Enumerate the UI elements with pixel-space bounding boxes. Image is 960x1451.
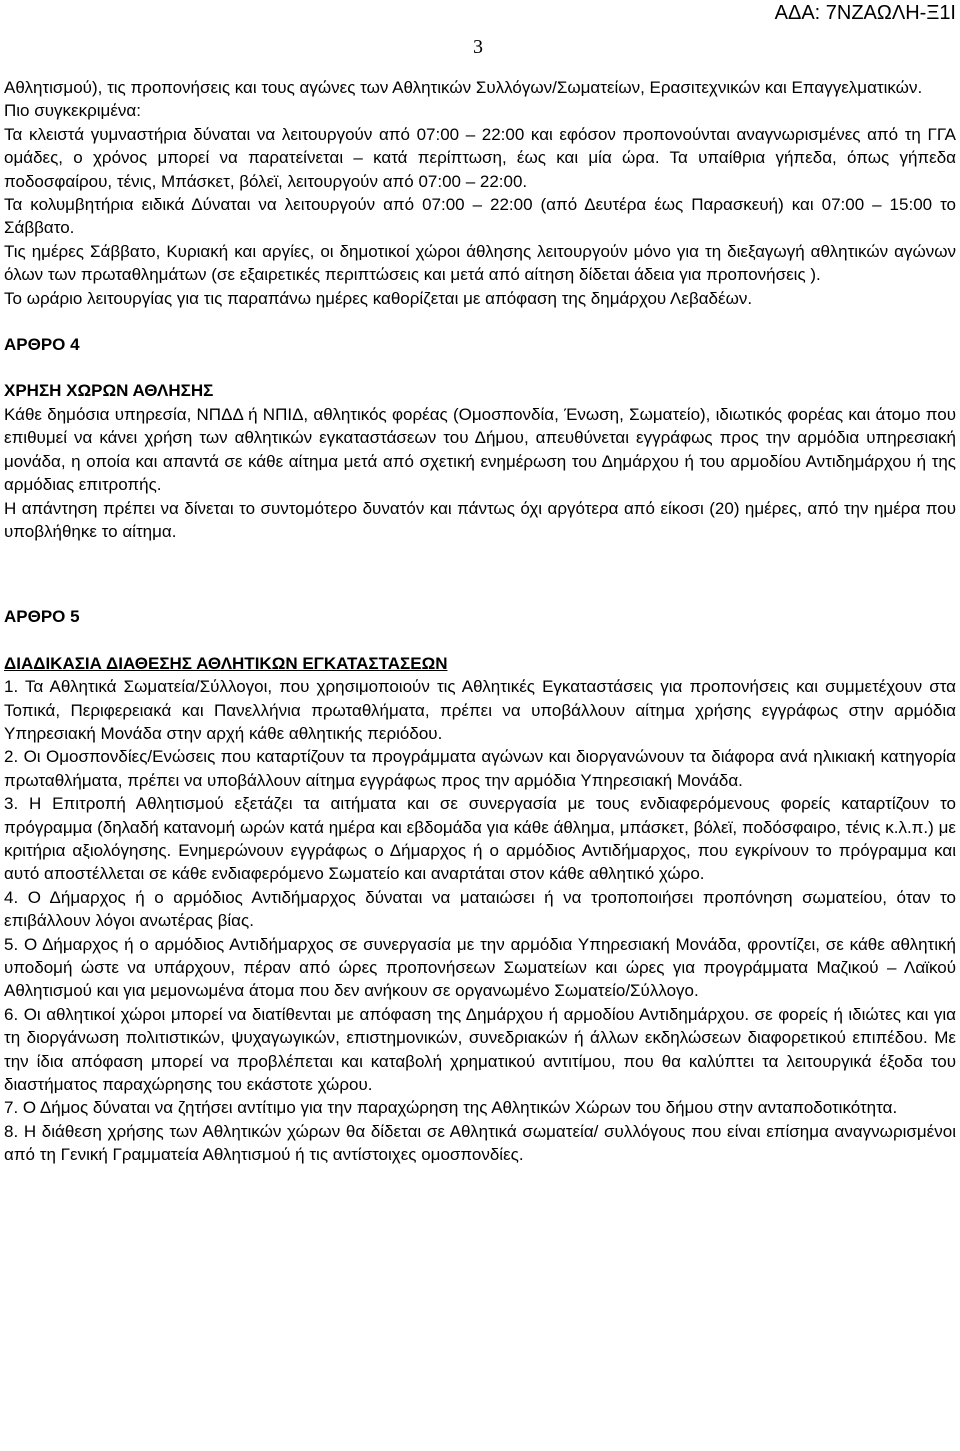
paragraph: Το ωράριο λειτουργίας για τις παραπάνω ημέρες καθορίζεται με απόφαση της δημάρχου Λεβαδέων. xyxy=(4,288,753,308)
ada-code: ΑΔΑ: 7ΝΖΑΩΛΗ-Ξ1Ι xyxy=(774,2,956,24)
list-item: 8. Η διάθεση χρήσης των Αθλητικών χώρων θα δίδεται σε Αθλητικά σωματεία/ συλλόγους που είναι επίσημα αναγνωρισμένοι από τη Γενική Γραμματεία Αθλητισμού ή τις αντίστοιχες ομοσπονδίες. xyxy=(4,1121,956,1165)
page-number: 3 xyxy=(473,36,483,58)
article-4-heading: ΑΡΘΡΟ 4 xyxy=(4,335,80,355)
paragraph: Τις ημέρες Σάββατο, Κυριακή και αργίες, οι δημοτικοί χώροι άθλησης λειτουργούν μόνο για τη διεξαγωγή αθλητικών αγώνων όλων των πρωταθλημάτων (σε εξαιρετικές περιπτώσεις και μετά από αίτηση δίδεται άδεια για προπονήσεις ). xyxy=(4,241,956,285)
list-item: 1. Τα Αθλητικά Σωματεία/Σύλλογοι, που χρησιμοποιούν τις Αθλητικές Εγκαταστάσεις για προπονήσεις και συμμετέχουν στα Τοπικά, Περιφερειακά και Πανελλήνια πρωταθλήματα, πρέπει να υποβάλλουν αίτημα χρήσης εγγράφως στην αρμόδια Υπηρεσιακή Μονάδα στην αρχή κάθε αθλητικής περιόδου. xyxy=(4,677,956,743)
list-item: 5. Ο Δήμαρχος ή ο αρμόδιος Αντιδήμαρχος σε συνεργασία με την αρμόδια Υπηρεσιακή Μονάδα, φροντίζει, σε κάθε αθλητική υποδομή ώστε να υπάρχουν, πέραν από ώρες προπονήσεων Σωματείων και ώρες για προγράμματα Μαζικού – Λαϊκού Αθλητισμού και για μεμονωμένα άτομα που δεν ανήκουν σε οργανωμένο Σωματείο/Σύλλογο. xyxy=(4,934,956,1001)
list-item: 2. Οι Ομοσπονδίες/Ενώσεις που καταρτίζουν τα προγράμματα αγώνων και διοργανώνουν τα διάφορα ανά ηλικιακή κατηγορία πρωταθλήματα, πρέπει να υποβάλλουν αίτημα εγγράφως προς την αρμόδια Υπηρεσιακή Μονάδα. xyxy=(4,747,956,790)
paragraph: Κάθε δημόσια υπηρεσία, ΝΠΔΔ ή ΝΠΙΔ, αθλητικός φορέας (Ομοσπονδία, Ένωση, Σωματείο), ιδιωτικός φορέας και άτομο που επιθυμεί να κάνει χρήση των αθλητικών εγκαταστάσεων του Δήμου, απευθύνεται εγγράφως προς την αρμόδια υπηρεσιακή μονάδα, η οποία και απαντά σε κάθε αίτημα μετά από σχετική ενημέρωση του Δημάρχου ή του αρμοδίου Αντιδημάρχου ή της αρμόδιας επιτροπής. xyxy=(4,404,956,495)
paragraph: Πιο συγκεκριμένα: xyxy=(4,101,141,121)
paragraph: Η απάντηση πρέπει να δίνεται το συντομότερο δυνατόν και πάντως όχι αργότερα από είκοσι (20) ημέρες, από την ημέρα που υποβλήθηκε το αίτημα. xyxy=(4,498,956,541)
paragraph: Τα κλειστά γυμναστήρια δύναται να λειτουργούν από 07:00 – 22:00 και εφόσον προπονούνται αναγνωρισμένες από τη ΓΓΑ ομάδες, ο χρόνος μπορεί να παρατείνεται – κατά περίπτωση, έως και μία ώρα. Τα υπαίθρια γήπεδα, όπως γήπεδα ποδοσφαίρου, τένις, Μπάσκετ, βόλεϊ, λειτουργούν από 07:00 – 22:00. xyxy=(4,124,956,191)
list-item: 4. Ο Δήμαρχος ή ο αρμόδιος Αντιδήμαρχος δύναται να ματαιώσει ή να τροποποιήσει προπόνηση σωματείου, όταν το επιβάλλουν λόγοι ανωτέρας βίας. xyxy=(4,887,956,931)
document-body xyxy=(4,76,956,1167)
list-item: 3. Η Επιτροπή Αθλητισμού εξετάζει τα αιτήματα και σε συνεργασία με τους ενδιαφερόμενους φορείς καταρτίζουν το πρόγραμμα (δηλαδή κατανομή ωρών κατά ημέρα και εβδομάδα για κάθε άθλημα, μπάσκετ, βόλεϊ, ποδόσφαιρο, τένις κ.λ.π.) με κριτήρια αξιολόγησης. Ενημερώνουν εγγράφως ο Δήμαρχος ή ο αρμόδιος Αντιδήμαρχος, που εγκρίνουν το πρόγραμμα και αυτό αποστέλλεται σε κάθε ενδιαφερόμενο Σωματείο και αναρτάται στον κάθε αθλητικό χώρο. xyxy=(4,794,956,884)
list-item: 6. Οι αθλητικοί χώροι μπορεί να διατίθενται με απόφαση της Δημάρχου ή αρμοδίου Αντιδημάρχου. σε φορείς ή ιδιώτες και για τη διοργάνωση πολιτιστικών, ψυχαγωγικών, επιστημονικών, συνεδριακών ή άλλων εκδηλώσεων διαφορετικού επιπέδου. Με την ίδια απόφαση μπορεί να προβλέπεται και καταβολή χρηματικού αντιτίμου, που θα καλύπτει τα λειτουργικά έξοδα του διαστήματος παραχώρησης του εκάστοτε χώρου. xyxy=(4,1004,956,1095)
paragraph: Αθλητισμού), τις προπονήσεις και τους αγώνες των Αθλητικών Συλλόγων/Σωματείων, Ερασιτεχνικών και Επαγγελματικών. xyxy=(4,78,923,97)
article-4-subheading: ΧΡΗΣΗ ΧΩΡΩΝ ΑΘΛΗΣΗΣ xyxy=(4,381,214,401)
article-5-heading: ΑΡΘΡΟ 5 xyxy=(4,607,80,627)
list-item: 7. Ο Δήμος δύναται να ζητήσει αντίτιμο για την παραχώρηση της Αθλητικών Χώρων του δήμου στην ανταποδοτικότητα. xyxy=(4,1098,898,1118)
paragraph: Τα κολυμβητήρια ειδικά Δύναται να λειτουργούν από 07:00 – 22:00 (από Δευτέρα έως Παρασκευή) και 07:00 – 15:00 το Σάββατο. xyxy=(4,195,956,238)
article-5-subheading: ΔΙΑΔΙΚΑΣΙΑ ΔΙΑΘΕΣΗΣ ΑΘΛΗΤΙΚΩΝ ΕΓΚΑΤΑΣΤΑΣΕΩΝ xyxy=(4,653,448,673)
